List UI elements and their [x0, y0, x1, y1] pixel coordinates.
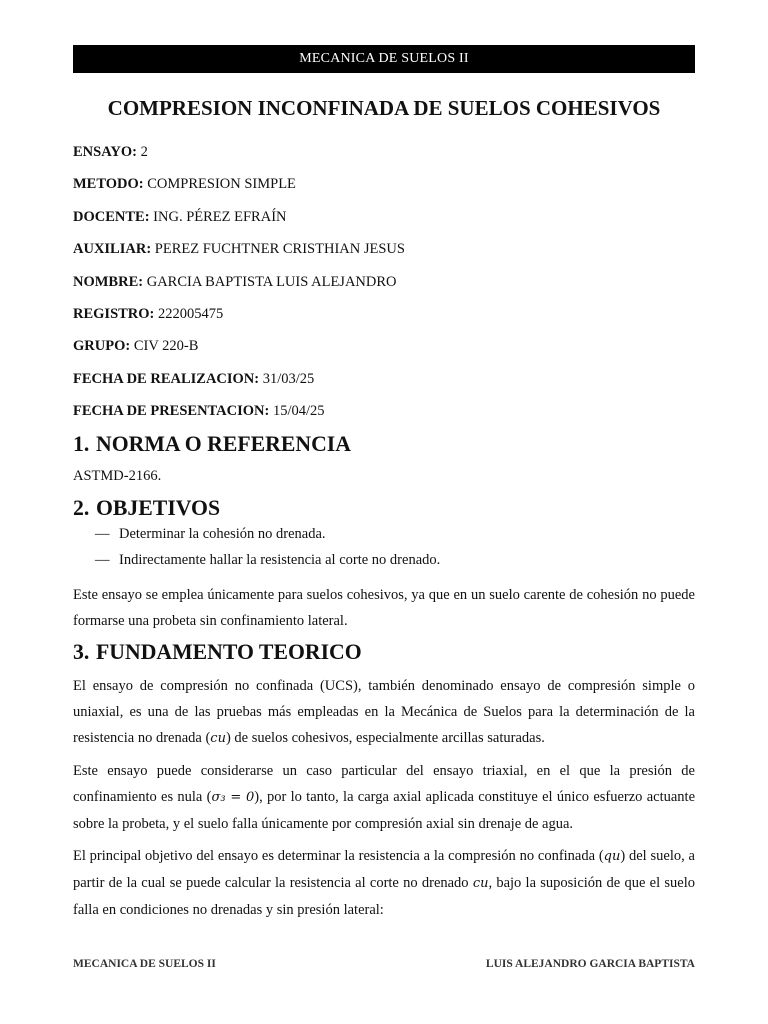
- norma-text: ASTMD-2166.: [73, 467, 162, 484]
- paragraph-text: El principal objetivo del ensayo es determinar la resistencia a la compresión no confinada (: [73, 847, 604, 864]
- info-value: CIV 220-B: [130, 338, 199, 355]
- info-row-grupo: [73, 334, 695, 366]
- info-label: REGISTRO:: [73, 305, 155, 322]
- section-heading-norma: [73, 432, 695, 464]
- bullet-text: Determinar la cohesión no drenada.: [119, 526, 326, 543]
- info-label: GRUPO:: [73, 338, 131, 355]
- info-label: DOCENTE:: [73, 208, 150, 225]
- dash-bullet-icon: —: [95, 552, 110, 569]
- fundamento-paragraph-1: [73, 673, 695, 752]
- section-title: NORMA O REFERENCIA: [96, 431, 351, 456]
- section-title: FUNDAMENTO TEORICO: [96, 640, 362, 665]
- footer-left: MECANICA DE SUELOS II: [73, 958, 216, 970]
- header-text: MECANICA DE SUELOS II: [299, 51, 469, 66]
- paragraph-text: ) de suelos cohesivos, especialmente arcillas saturadas.: [225, 729, 545, 746]
- bullet-item: [73, 522, 695, 548]
- bullet-text: Indirectamente hallar la resistencia al corte no drenado.: [119, 552, 441, 569]
- bullet-item: [73, 548, 695, 574]
- header-bar: [73, 45, 695, 73]
- math-cu: cu: [472, 875, 489, 891]
- paragraph-text: , bajo la suposición de que el suelo falla en condiciones no drenadas y sin presión lateral:: [73, 874, 695, 918]
- fundamento-paragraph-2: [73, 758, 695, 837]
- info-row-fecha-presentacion: [73, 399, 695, 431]
- info-label: NOMBRE:: [73, 273, 144, 290]
- info-row-nombre: [73, 270, 695, 302]
- fundamento-paragraph-3: [73, 843, 695, 923]
- info-value: PEREZ FUCHTNER CRISTHIAN JESUS: [151, 241, 405, 258]
- info-row-fecha-realizacion: [73, 367, 695, 399]
- info-label: ENSAYO:: [73, 144, 137, 160]
- section-number: 1.: [73, 431, 90, 456]
- paragraph-text: ) del suelo, a partir de la cual se puede calcular la resistencia al corte no drenado: [73, 847, 695, 891]
- info-label: AUXILIAR:: [73, 241, 152, 258]
- section-heading-objetivos: [73, 496, 695, 522]
- paragraph-text: El ensayo de compresión no confinada (UCS), también denominado ensayo de compresión simple o uniaxial, es una de las pruebas más empleadas en la Mecánica de Suelos para la determinación de la resistencia no drenada (: [73, 677, 695, 746]
- objetivos-paragraph: Este ensayo se emplea únicamente para suelos cohesivos, ya que en un suelo carente de cohesión no puede formarse una probeta sin confinamiento lateral.: [73, 587, 695, 630]
- info-label: FECHA DE REALIZACION:: [73, 370, 260, 387]
- info-value: GARCIA BAPTISTA LUIS ALEJANDRO: [143, 273, 397, 290]
- info-label: METODO:: [73, 176, 144, 193]
- info-row-docente: [73, 205, 695, 237]
- section-heading-fundamento: [73, 640, 695, 672]
- info-value: 222005475: [154, 305, 224, 322]
- document-title: COMPRESION INCONFINADA DE SUELOS COHESIVOS: [107, 96, 661, 120]
- info-row-auxiliar: [73, 237, 695, 269]
- info-row-metodo: [73, 172, 695, 204]
- info-block: [73, 140, 695, 432]
- info-row-registro: [73, 302, 695, 334]
- section-title: OBJETIVOS: [96, 496, 221, 521]
- info-row-ensayo: [73, 140, 695, 172]
- math-sigma3: σ₃ = 0: [211, 789, 255, 805]
- math-cu: cu: [210, 730, 226, 746]
- document-content: [73, 140, 695, 929]
- paragraph-text: ), por lo tanto, la carga axial aplicada constituye el único esfuerzo actuante sobre la probeta, y el suelo falla únicamente por compresión axial sin drenaje de agua.: [73, 788, 696, 832]
- page-footer: [73, 958, 695, 970]
- info-value: ING. PÉREZ EFRAÍN: [149, 208, 287, 225]
- paragraph-text: Este ensayo puede considerarse un caso particular del ensayo triaxial, en el que la presión de confinamiento es nula (: [73, 762, 695, 805]
- info-value: COMPRESION SIMPLE: [143, 176, 296, 193]
- dash-bullet-icon: —: [95, 526, 110, 543]
- info-label: FECHA DE PRESENTACION:: [73, 403, 270, 420]
- info-value: 15/04/25: [269, 403, 325, 420]
- info-value: 31/03/25: [259, 370, 315, 387]
- section-number: 2.: [73, 496, 90, 521]
- math-qu: qu: [603, 848, 621, 864]
- section-number: 3.: [73, 640, 90, 665]
- info-value: 2: [136, 144, 148, 160]
- footer-right: LUIS ALEJANDRO GARCIA BAPTISTA: [485, 958, 695, 970]
